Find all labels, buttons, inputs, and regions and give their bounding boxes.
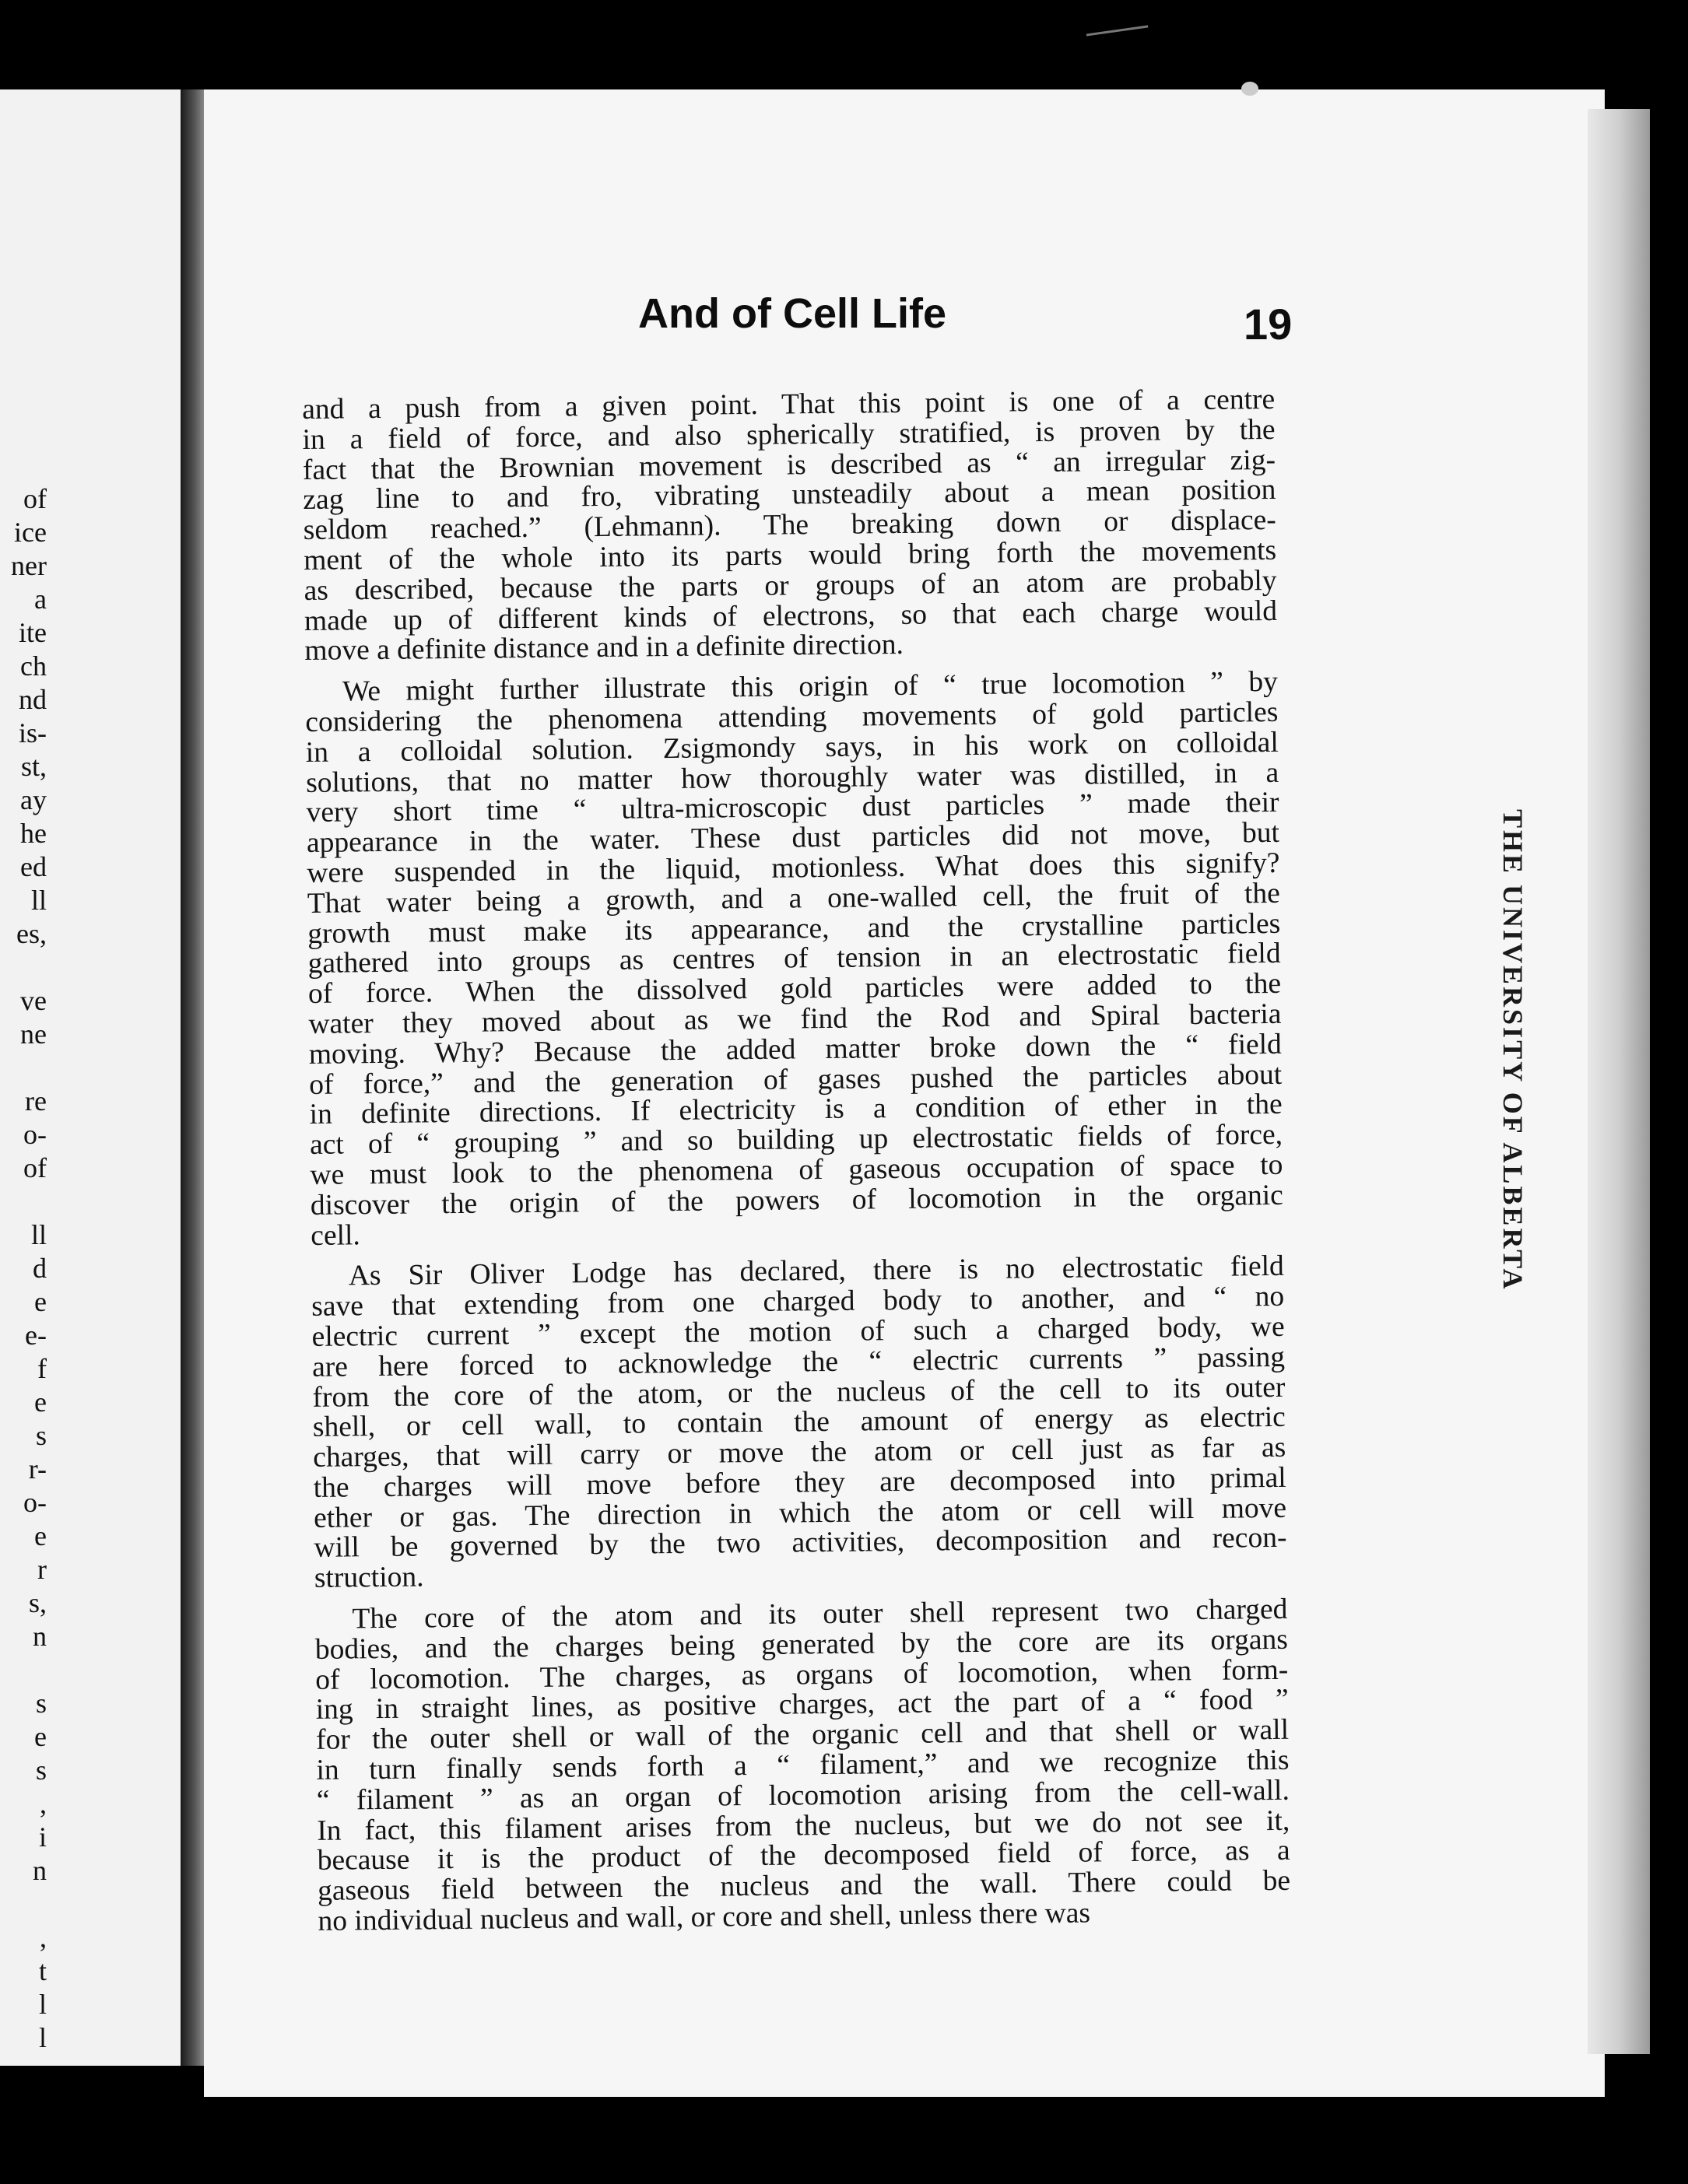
fragment-line: l <box>38 1989 47 2020</box>
fragment-line <box>0 951 47 984</box>
fragment-line: ite <box>19 617 47 648</box>
text-line: will be governed by the two activities, decomposition and recon- <box>314 1522 1287 1565</box>
text-line: because it is the product of the decomposed field of force, as a <box>317 1835 1290 1877</box>
scan-mark <box>1086 19 1149 36</box>
fragment-line: d <box>33 1253 47 1284</box>
fragment-line: he <box>20 818 47 849</box>
fragment-line: of <box>23 1152 47 1183</box>
text-line: That water being a growth, and a one-walled cell, the fruit of the <box>307 877 1280 920</box>
paragraph <box>311 1252 1287 1594</box>
fragment-line: a <box>34 584 47 615</box>
fragment-line: o- <box>23 1119 47 1150</box>
text-line: appearance in the water. These dust particles did not move, but <box>306 817 1280 860</box>
text-line: The core of the atom and its outer shell represent two charged <box>352 1593 1288 1635</box>
fragment-line: s, <box>28 1587 47 1618</box>
text-line: discover the origin of the powers of locomotion in the organic <box>310 1179 1284 1222</box>
text-line: growth must make its appearance, and the crystalline particles <box>307 907 1281 950</box>
book-gutter <box>181 89 204 2066</box>
body-text <box>302 385 1291 1937</box>
paragraph <box>305 668 1284 1251</box>
text-line: seldom reached.” (Lehmann). The breaking down or displace- <box>303 504 1276 547</box>
text-line: move a definite distance and in a definite direction. <box>304 629 904 668</box>
text-line: in turn finally sends forth a “ filament,” and we recognize this <box>316 1744 1290 1786</box>
page-number: 19 <box>1244 300 1293 349</box>
fragment-line <box>0 1185 47 1218</box>
previous-page-text-fragments <box>0 482 47 2055</box>
fragment-line: ll <box>30 885 47 916</box>
text-line: and a push from a given point. That this point is one of a centre <box>301 383 1276 426</box>
text-line: in a field of force, and also spherically stratified, is proven by the <box>302 413 1276 456</box>
fragment-line: ne <box>20 1018 47 1050</box>
fragment-line <box>0 1051 47 1085</box>
fragment-line: , <box>40 1788 47 1819</box>
text-line: for the outer shell or wall of the organic cell and that shell or wall <box>315 1714 1290 1757</box>
text-line: “ filament ” as an organ of locomotion arising from the cell-wall. <box>316 1774 1290 1817</box>
fragment-line: f <box>37 1353 47 1384</box>
text-line: solutions, that no matter how thoroughly water was distilled, in a <box>306 756 1279 799</box>
fragment-line <box>0 1653 47 1687</box>
library-stamp: THE UNIVERSITY OF ALBERTA <box>1497 809 1528 1292</box>
text-line: ing in straight lines, as positive charges, act the part of a “ food ” <box>315 1684 1289 1727</box>
fragment-line: n <box>33 1621 47 1652</box>
text-line: ment of the whole into its parts would bring forth the movements <box>304 534 1277 577</box>
text-line: as described, because the parts or groups of an atom are probably <box>304 564 1277 607</box>
fragment-line: ner <box>11 550 47 581</box>
text-line: zag line to and fro, vibrating unsteadily about a mean position <box>303 474 1276 517</box>
scan-speck <box>1241 82 1258 96</box>
fragment-line: r- <box>28 1453 47 1485</box>
fragment-line: n <box>33 1855 47 1886</box>
fragment-line: ice <box>14 517 47 548</box>
running-title: And of Cell Life <box>638 290 946 337</box>
fragment-line: nd <box>19 684 47 715</box>
text-line: moving. Why? Because the added matter broke down the “ field <box>308 1028 1283 1071</box>
text-line: are here forced to acknowledge the “ electric currents ” passing <box>311 1341 1286 1383</box>
previous-page-edge <box>0 89 181 2066</box>
fragment-line: of <box>23 483 47 514</box>
fragment-line: l <box>38 2022 47 2053</box>
fragment-line: s <box>35 1755 47 1786</box>
text-line: save that extending from one charged body to another, and “ no <box>311 1280 1285 1323</box>
text-line: considering the phenomena attending movements of gold particles <box>305 696 1279 738</box>
text-line: shell, or cell wall, to contain the amount of energy as electric <box>312 1401 1286 1444</box>
text-line: of force,” and the generation of gases pushed the particles about <box>309 1058 1283 1101</box>
fragment-line <box>0 1888 47 1921</box>
fragment-line: s <box>35 1420 47 1451</box>
fragment-line: e <box>34 1386 47 1418</box>
text-line: struction. <box>314 1561 424 1595</box>
text-line: the charges will move before they are decomposed into primal <box>313 1461 1286 1504</box>
fragment-line: o- <box>23 1487 47 1518</box>
fragment-line: e <box>34 1721 47 1752</box>
text-line: ether or gas. The direction in which the atom or cell will move <box>313 1492 1287 1534</box>
text-line: no individual nucleus and wall, or core and shell, unless there was <box>318 1897 1091 1937</box>
fragment-line: st, <box>20 751 47 782</box>
text-line: in a colloidal solution. Zsigmondy says, in his work on colloidal <box>305 726 1279 769</box>
text-line: we must look to the phenomena of gaseous occupation of space to <box>310 1148 1283 1191</box>
fragment-line: ch <box>20 650 47 682</box>
text-line: in definite directions. If electricity is a condition of ether in the <box>309 1088 1283 1131</box>
text-line: from the core of the atom, or the nucleus of the cell to its outer <box>312 1371 1286 1414</box>
text-line: As Sir Oliver Lodge has declared, there is no electrostatic field <box>348 1250 1285 1292</box>
text-line: charges, that will carry or move the atom or cell just as far as <box>313 1431 1286 1474</box>
text-line: water they moved about as we find the Rod and Spiral bacteria <box>308 997 1282 1040</box>
fragment-line: s <box>35 1688 47 1719</box>
fragment-line: es, <box>16 918 47 949</box>
text-line: fact that the Brownian movement is described as “ an irregular zig- <box>302 443 1276 486</box>
text-line: bodies, and the charges being generated by the core are its organs <box>314 1623 1289 1666</box>
text-line: electric current ” except the motion of such a charged body, we <box>311 1310 1285 1353</box>
fragment-line: e <box>34 1286 47 1317</box>
text-line: act of “ grouping ” and so building up electrostatic fields of force, <box>309 1118 1283 1162</box>
fragment-line: i <box>38 1821 47 1853</box>
text-line: made up of different kinds of electrons, so that each charge would <box>304 594 1278 637</box>
text-line: of locomotion. The charges, as organs of locomotion, when form- <box>315 1653 1289 1696</box>
page-edge-shadow <box>1588 109 1650 2054</box>
text-line: We might further illustrate this origin of “ true locomotion ” by <box>342 666 1279 708</box>
fragment-line: e- <box>25 1320 47 1351</box>
text-line: gaseous field between the nucleus and the wall. There could be <box>317 1865 1291 1908</box>
text-line: gathered into groups as centres of tension in an electrostatic field <box>307 938 1281 980</box>
text-line: were suspended in the liquid, motionless. What does this signify? <box>307 847 1280 889</box>
fragment-line: is- <box>19 717 47 748</box>
text-line: very short time “ ultra-microscopic dust particles ” made their <box>306 787 1279 829</box>
fragment-line: r <box>37 1554 47 1585</box>
fragment-line: ed <box>20 851 47 882</box>
text-line: of force. When the dissolved gold particles were added to the <box>307 968 1282 1011</box>
fragment-line: t <box>38 1955 47 1986</box>
text-line: cell. <box>311 1218 361 1252</box>
fragment-line: re <box>25 1085 47 1117</box>
paragraph <box>314 1595 1290 1937</box>
text-line: In fact, this filament arises from the nucleus, but we do not see it, <box>317 1804 1290 1847</box>
fragment-line: ve <box>20 985 47 1016</box>
fragment-line: ll <box>30 1219 47 1250</box>
paragraph <box>302 385 1278 667</box>
fragment-line: ay <box>20 784 47 815</box>
fragment-line: e <box>34 1520 47 1551</box>
fragment-line: , <box>40 1922 47 1953</box>
